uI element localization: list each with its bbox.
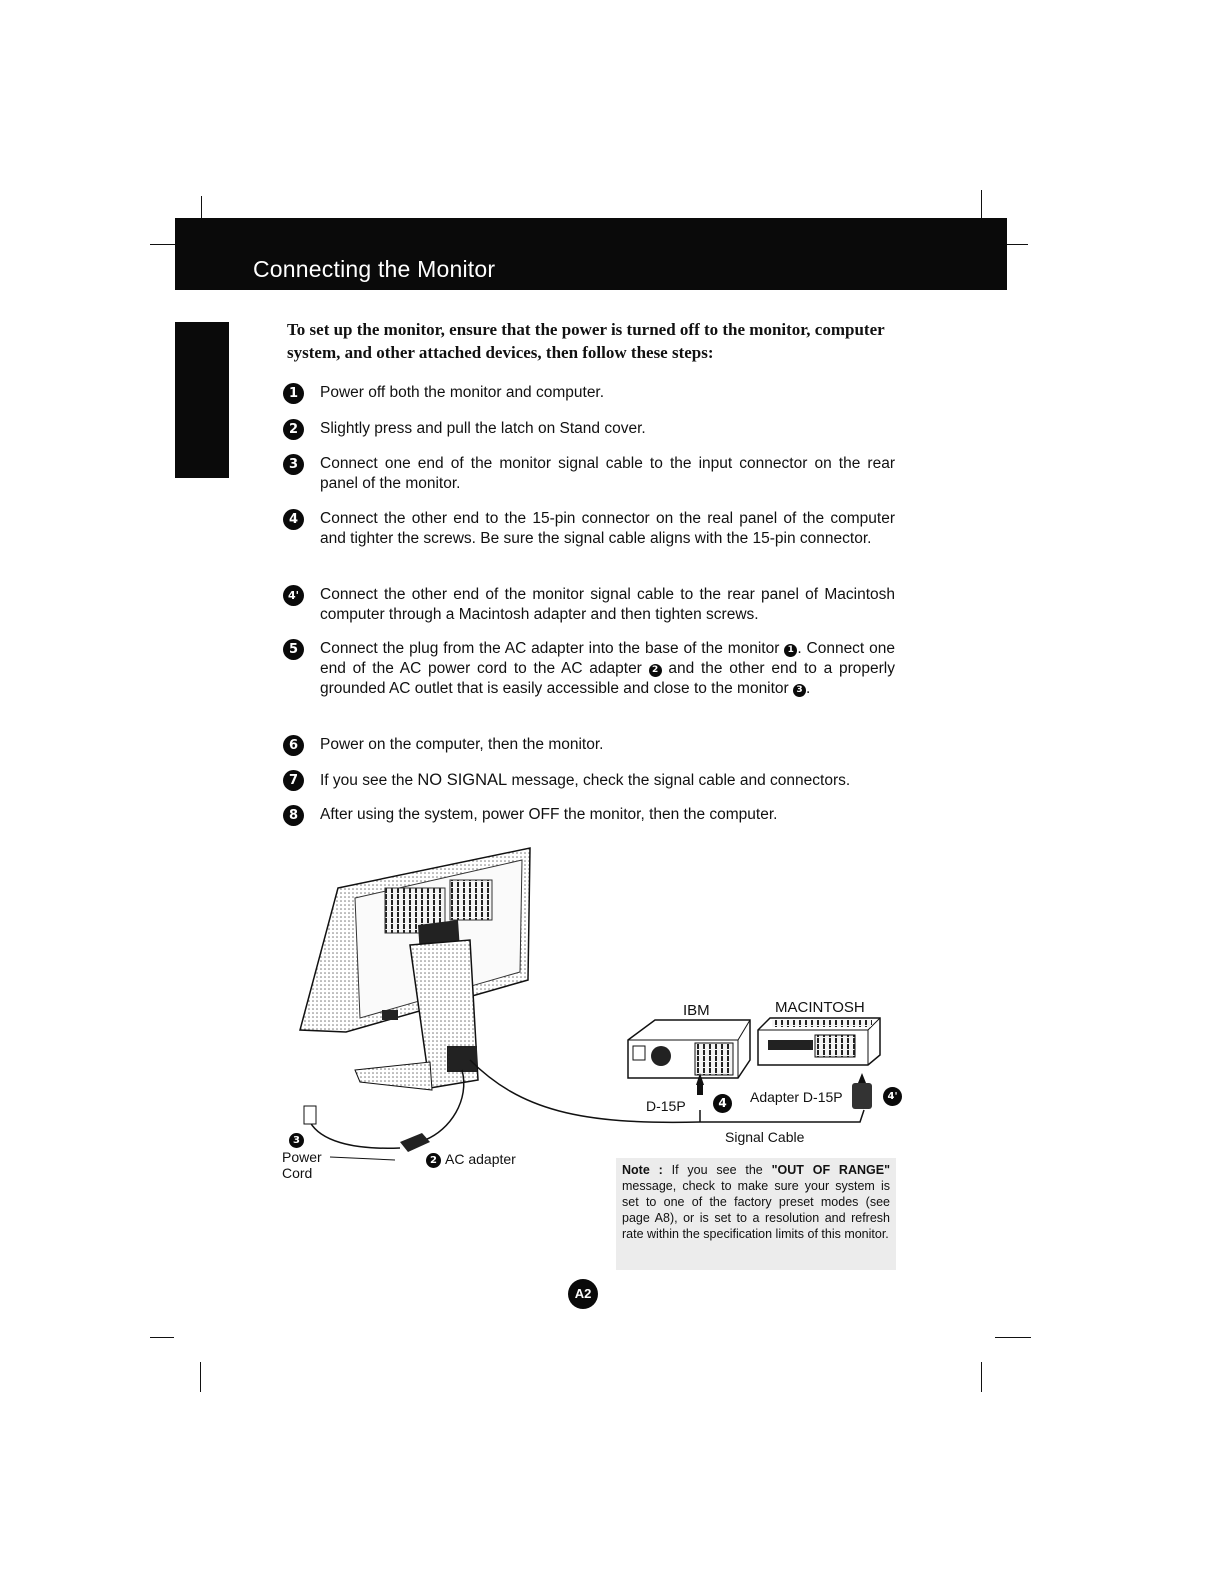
intro-text: To set up the monitor, ensure that the power is turned off to the monitor, computer system, and other attached devices, then follow these steps: [287, 320, 885, 362]
step-number: 4' [283, 585, 304, 606]
ibm-pc-illustration [628, 1020, 750, 1095]
step-text: Power off both the monitor and computer. [320, 384, 605, 401]
ref-badge: 1 [784, 644, 797, 657]
page-number: A2 [568, 1279, 598, 1309]
note-box [616, 1158, 896, 1270]
step-text: Connect the other end to the 15-pin connector on the real panel of the computer and tighter the screws. Be sure the signal cable aligns with the 15-pin connector. [320, 510, 895, 547]
power-cord-line [310, 1122, 400, 1148]
note-text-part: If you see the [662, 1163, 772, 1177]
step-number: 4 [283, 509, 304, 530]
step-number: 1 [283, 383, 304, 404]
step-text-part: Connect the plug from the AC adapter into the base of the monitor [320, 640, 780, 657]
step-text: After using the system, power OFF the monitor, then the computer. [320, 806, 778, 823]
step-number: 6 [283, 735, 304, 756]
adapter-d15p-label: Adapter D-15P [750, 1089, 843, 1105]
step-text-part: If you see the [320, 772, 418, 789]
note-text [622, 1162, 890, 1242]
wall-plug [304, 1106, 316, 1124]
ref-badge: 3 [793, 684, 806, 697]
callout-4-mac: 4' [883, 1087, 902, 1106]
power-cord-label-line1: Power [282, 1149, 322, 1165]
ac-adapter-brick [400, 1133, 430, 1152]
step-text: Connect one end of the monitor signal cable to the input connector on the rear panel of the monitor. [320, 455, 895, 492]
callout-2: 2 [426, 1153, 441, 1168]
step-number: 2 [283, 419, 304, 440]
step-number: 7 [283, 770, 304, 791]
step-text-part: and the other end to a properly grounded AC outlet that is easily accessible and close to the monitor [320, 660, 895, 697]
step-text: Connect the other end of the monitor signal cable to the rear panel of Macintosh computer through a Macintosh adapter and then tighten screws. [320, 586, 895, 623]
monitor-back-illustration [300, 848, 530, 1090]
step-text: Slightly press and pull the latch on Stand cover. [320, 420, 646, 437]
step-text: Power on the computer, then the monitor. [320, 736, 604, 753]
step-number: 8 [283, 805, 304, 826]
step-text-part: . [806, 680, 811, 697]
note-text-part: message, check to make sure your system is set to one of the factory preset modes (see page A8), or is set to a resolution and refresh rate within the specification limits of this monitor. [622, 1179, 890, 1241]
callout-3: 3 [289, 1133, 304, 1148]
power-cord-label-line2: Cord [282, 1165, 313, 1181]
signal-cable-label: Signal Cable [725, 1129, 805, 1145]
step-text-part: . Connect one end of the AC power cord to the AC adapter [320, 640, 895, 677]
step-text-part: message, check the signal cable and connectors. [507, 772, 851, 789]
note-label: Note : [622, 1163, 663, 1177]
step-number: 5 [283, 639, 304, 660]
ibm-label: IBM [683, 1002, 710, 1019]
no-signal-label: NO SIGNAL [417, 771, 508, 789]
d15p-label: D-15P [646, 1098, 686, 1114]
out-of-range-label: "OUT OF RANGE" [771, 1163, 891, 1177]
macintosh-label: MACINTOSH [775, 999, 865, 1016]
step-number: 3 [283, 454, 304, 475]
ac-adapter-label: AC adapter [445, 1151, 516, 1167]
callout-4: 4 [713, 1094, 732, 1113]
page-title: Connecting the Monitor [253, 256, 496, 282]
ref-badge: 2 [649, 664, 662, 677]
